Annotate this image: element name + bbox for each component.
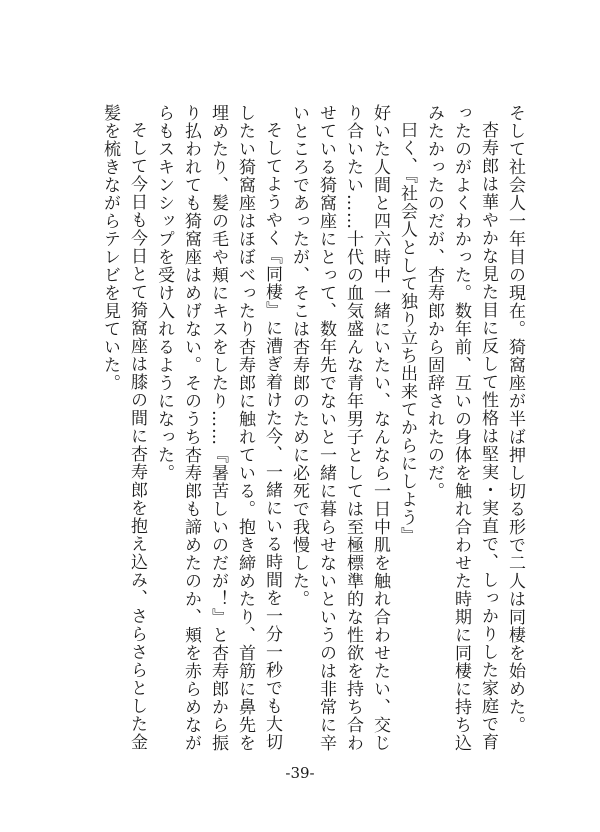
- paragraph-6: そして今日も今日とて猗窩座は膝の間に杏寿郎を抱え込み、さらさらとした金髪を梳きながらテレビを見ていた。: [100, 104, 147, 751]
- paragraph-2: 杏寿郎は華やかな見た目に反して性格は堅実・実直で、しっかりした家庭で育ったのがよくわかった。数年前、互いの身体を触れ合わせた時期に同棲に持ち込みたかったのだが、杏寿郎から固辞されたのだ。: [424, 104, 498, 752]
- page-number: -39-: [285, 764, 315, 782]
- paragraph-1: そして社会人一年目の現在。猗窩座が半ば押し切る形で二人は同棲を始めた。: [505, 104, 525, 734]
- paragraph-3: 曰く、『社会人として独り立ち出来てからにしよう』: [397, 121, 417, 545]
- paragraph-5: そしてようやく『同棲』に漕ぎ着けた今、一緒にいる時間を一分一秒でも大切したい猗窩座はほぼべったり杏寿郎に触れている。抱き締めたり、首筋に鼻先を埋めたり、髪の毛や頬にキスをしたり……『暑苦しいのだが！』と杏寿郎から振り払われても猗窩座はめげない。そのうち杏寿郎も諦めたのか、頬を赤らめながらもスキンシップを受け入れるようになった。: [154, 104, 282, 752]
- vertical-text-body: [96, 104, 528, 754]
- paragraph-4: 好いた人間と四六時中一緒にいたい、なんなら一日中肌を触れ合わせたい、交じり合いたい……十代の血気盛んな青年男子としては至極標準的な性欲を持ち合わせている猗窩座にとって、数年先でないと一緒に暮らせないというのは非常に辛いところであったが、そこは杏寿郎のために必死で我慢した。: [289, 104, 390, 752]
